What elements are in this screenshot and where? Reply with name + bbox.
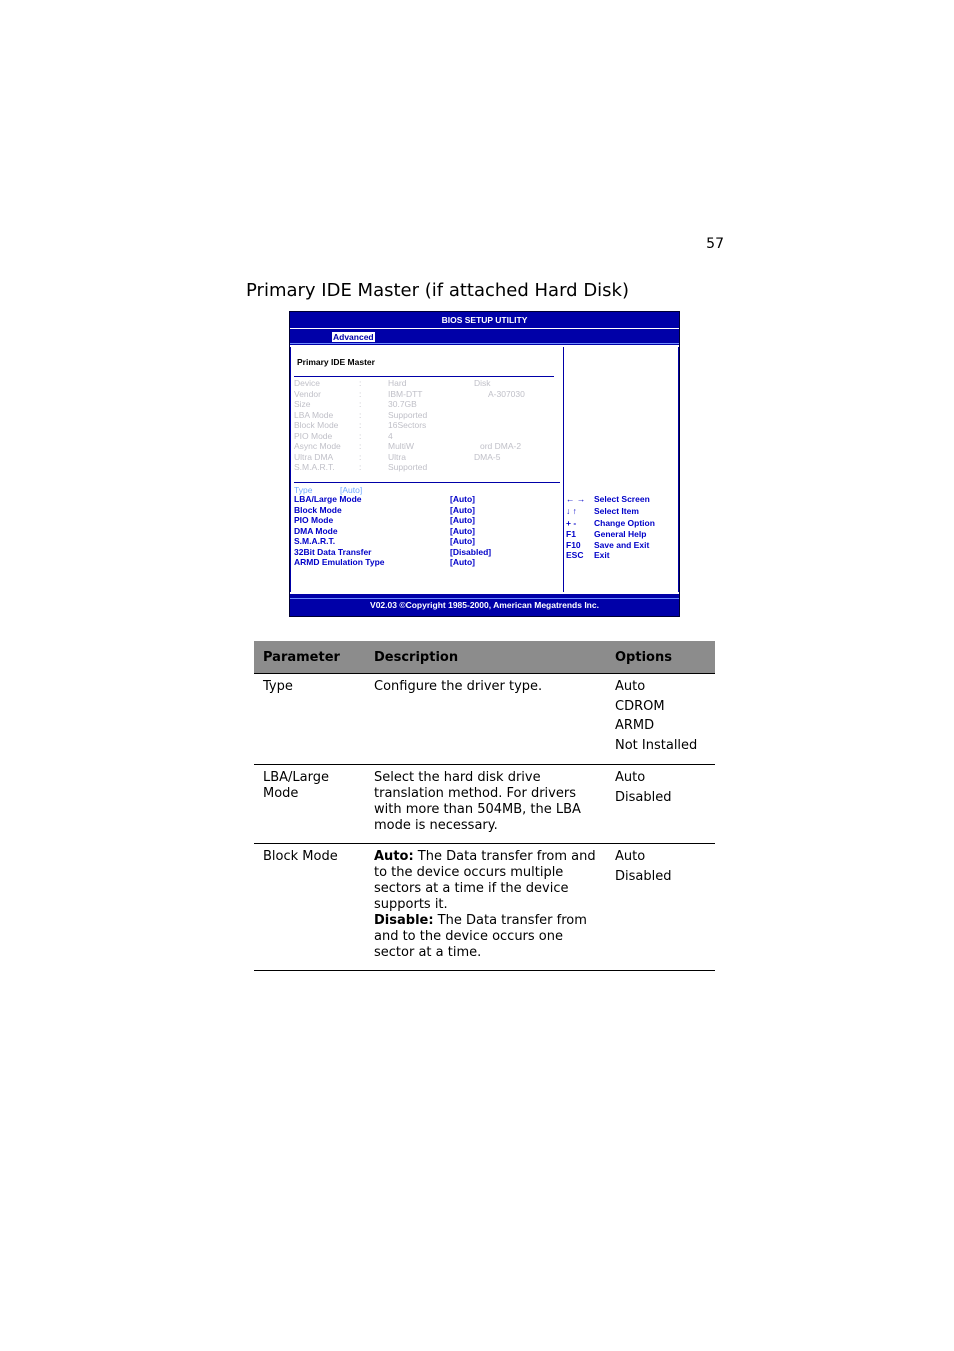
desc-text: The Data transfer from and to the device occurs multiple sectors at a time if the device supports it.	[374, 849, 596, 912]
table-header-row	[254, 641, 715, 674]
menubar-divider	[290, 343, 679, 344]
cell-options	[606, 844, 715, 971]
option-value: CDROM	[615, 698, 665, 714]
cell-description: Configure the driver type.	[365, 674, 606, 765]
option-value: Disabled	[615, 789, 672, 805]
footer-divider	[290, 598, 679, 599]
section-title: Primary IDE Master (if attached Hard Disk)	[246, 280, 630, 301]
cell-parameter: LBA/Large Mode	[254, 765, 365, 844]
cell-options	[606, 765, 715, 844]
option-value: ARMD	[615, 718, 655, 733]
header-parameter: Parameter	[254, 641, 365, 674]
table-row	[254, 844, 715, 971]
arrows-up-down-icon: ↓ ↑	[566, 506, 577, 516]
page-number: 57	[706, 236, 724, 252]
bios-subtitle: Primary IDE Master	[297, 357, 375, 367]
table-row	[254, 674, 715, 765]
option-value: Disabled	[615, 868, 672, 884]
table-row	[254, 765, 715, 844]
info-divider	[294, 482, 560, 483]
bios-menubar	[290, 329, 679, 345]
desc-keyword: Auto:	[374, 849, 414, 864]
arrows-left-right-icon: ← →	[566, 494, 586, 504]
option-value: Auto	[615, 679, 646, 694]
bios-screenshot	[289, 311, 680, 617]
desc-text: The Data transfer from and to the device occurs one sector at a time.	[374, 913, 587, 960]
option-value: Auto	[615, 770, 646, 785]
option-value: Auto	[615, 849, 646, 864]
bios-main-panel: Primary IDE Master Device : Hard Disk Vendor : IBM-DTT A-307030 Size : 30.7GB LBA Mode : Supported Block Mode : 16Sectors PIO Mode : 4 Async Mode : MultiW ord DMA-2 Ultra DMA : Ultra DMA-5 S.M.A.R.T. : Supported Type [Auto] LBA/Large Mode [Auto] Block Mode [Auto] PIO Mode [Auto] DMA Mode [Auto] S.M.A.R.T. [Auto] 32Bit Data Transfer [Disabled] ARMD Emulation Type [Auto]	[290, 347, 564, 592]
cell-parameter: Block Mode	[254, 844, 365, 971]
bios-footer	[290, 594, 679, 616]
cell-description	[365, 844, 606, 971]
cell-options	[606, 674, 715, 765]
bios-copyright: V02.03 ©Copyright 1985-2000, American Megatrends Inc.	[370, 600, 599, 610]
bios-help-panel: ← → Select Screen ↓ ↑ Select Item + - Change Option F1 General Help F10 Save and Exit ESC Exit	[563, 347, 679, 592]
parameter-table	[254, 641, 715, 971]
bios-header: BIOS SETUP UTILITY	[290, 312, 679, 328]
desc-keyword: Disable:	[374, 913, 434, 928]
header-options: Options	[606, 641, 715, 674]
cell-description: Select the hard disk drive translation method. For drivers with more than 504MB, the LBA mode is necessary.	[365, 765, 606, 844]
subtitle-divider	[294, 376, 554, 377]
header-description: Description	[365, 641, 606, 674]
cell-parameter: Type	[254, 674, 365, 765]
option-value: Not Installed	[615, 737, 698, 753]
tab-advanced[interactable]: Advanced	[333, 332, 374, 342]
